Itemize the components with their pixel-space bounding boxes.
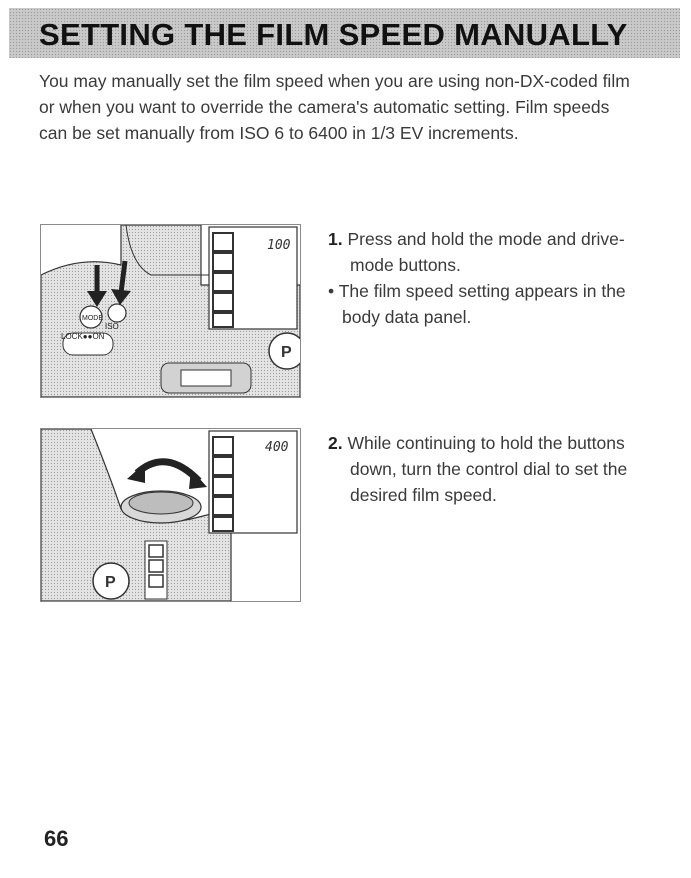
step-number: 1. bbox=[328, 229, 343, 249]
title-bar bbox=[9, 8, 680, 58]
iso-label: ISO bbox=[105, 322, 119, 331]
program-mode-label: P bbox=[105, 574, 116, 591]
page-number: 66 bbox=[44, 826, 69, 851]
bullet: • bbox=[328, 281, 335, 301]
lock-on-label: LOCK●●ON bbox=[61, 332, 105, 341]
step-1-line bbox=[328, 226, 658, 252]
step-number: 2. bbox=[328, 433, 343, 453]
lcd-iso-value: 100 bbox=[267, 238, 291, 253]
step-1-note bbox=[328, 278, 658, 304]
note-text: The film speed setting appears in the bbox=[338, 281, 626, 301]
step-1 bbox=[328, 226, 658, 330]
camera-illustration-step-1 bbox=[40, 224, 301, 398]
step-2-line bbox=[328, 430, 658, 456]
camera-top-drawing-2 bbox=[41, 429, 300, 601]
intro-line: can be set manually from ISO 6 to 6400 in 1/3 EV increments. bbox=[39, 123, 519, 143]
camera-illustration-step-2 bbox=[40, 428, 301, 602]
step-text: down, turn the control dial to set the bbox=[350, 459, 628, 479]
note-text: body data panel. bbox=[342, 307, 472, 327]
intro-line: or when you want to override the camera's automatic setting. Film speeds bbox=[39, 97, 610, 117]
intro-paragraph bbox=[39, 68, 659, 146]
mode-button-label: MODE bbox=[82, 315, 103, 322]
intro-line: You may manually set the film speed when you are using non-DX-coded film bbox=[39, 71, 630, 91]
lcd-iso-value: 400 bbox=[265, 440, 289, 455]
program-mode-label: P bbox=[281, 344, 292, 361]
step-text: mode buttons. bbox=[350, 255, 461, 275]
step-2 bbox=[328, 430, 658, 508]
step-text: Press and hold the mode and drive- bbox=[347, 229, 625, 249]
step-text: desired film speed. bbox=[350, 485, 497, 505]
step-text: While continuing to hold the buttons bbox=[347, 433, 625, 453]
camera-top-drawing-1 bbox=[41, 225, 300, 397]
page-title: SETTING THE FILM SPEED MANUALLY bbox=[39, 17, 628, 52]
